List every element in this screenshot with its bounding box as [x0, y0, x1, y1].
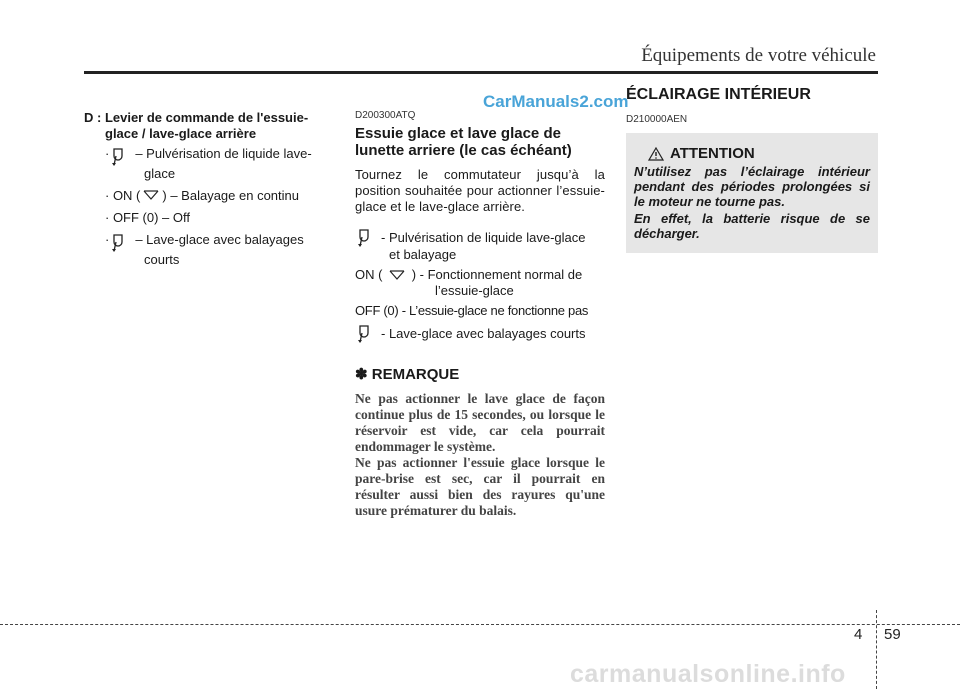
- lever-heading-line2: glace / lave-glace arrière: [105, 126, 257, 141]
- section-title-line1: Essuie glace et lave glace de: [355, 125, 561, 142]
- attention-heading: [634, 145, 870, 162]
- position-on-prefix: ON (: [355, 267, 383, 282]
- position-spray-cont: et balayage: [389, 247, 457, 262]
- list-item-on: [105, 188, 336, 204]
- position-short: [355, 323, 605, 343]
- position-on-cont: l’essuie-glace: [435, 283, 514, 298]
- page-header-title: Équipements de votre véhicule: [641, 45, 876, 66]
- position-spray: [355, 227, 605, 247]
- lever-heading-line1: D : Levier de commande de l'essuie-: [84, 110, 309, 125]
- column-interior-lighting: [626, 86, 878, 253]
- watermark-top: CarManuals2.com: [483, 92, 629, 111]
- intermittent-wipe-icon: [142, 188, 160, 202]
- position-short-label: - Lave-glace avec balayages courts: [381, 326, 586, 341]
- column-rear-wiper: [355, 110, 605, 519]
- bullet: ·: [105, 146, 110, 161]
- footer-vertical-divider: [876, 610, 877, 689]
- position-spray-label: - Pulvérisation de liquide lave-glace: [381, 230, 586, 245]
- bullet: ·: [105, 232, 110, 247]
- header-divider: [84, 71, 878, 74]
- list-item-off: · OFF (0) – Off: [105, 210, 190, 225]
- warning-triangle-icon: [648, 147, 664, 161]
- attention-label: ATTENTION: [670, 145, 755, 162]
- washer-spray-icon: [109, 146, 129, 166]
- list-item-label: – Lave-glace avec balayages: [135, 232, 304, 247]
- footer-divider: [0, 624, 960, 625]
- attention-box: [626, 133, 878, 253]
- section-code: D210000AEN: [626, 114, 688, 125]
- washer-spray-icon: [355, 323, 375, 343]
- position-on: [355, 267, 605, 283]
- position-off: OFF (0) - L’essuie-glace ne fonctionne pas: [355, 303, 589, 318]
- attention-text-1: N’utilisez pas l’éclairage intérieur pendant des périodes prolongées si le moteur ne tourne pas.: [634, 164, 870, 209]
- list-item-spray: [105, 146, 336, 166]
- watermark-bottom: carmanualsonline.info: [570, 660, 846, 688]
- interior-lighting-title: ÉCLAIRAGE INTÉRIEUR: [626, 86, 811, 103]
- column-wiper-lever: [84, 110, 336, 268]
- list-item-cont: glace: [144, 166, 176, 181]
- section-code: D200300ATQ: [355, 110, 416, 121]
- page-number: 59: [884, 626, 901, 643]
- washer-spray-icon: [355, 227, 375, 247]
- list-item-suffix: ) – Balayage en continu: [162, 188, 299, 203]
- intermittent-wipe-icon: [388, 268, 406, 282]
- section-title-line2: lunette arriere (le cas échéant): [355, 142, 572, 159]
- switch-position-list: [355, 227, 605, 343]
- section-body: Tournez le commutateur jusqu’à la position souhaitée pour actionner l’essuie-glace et le lave-glace arrière.: [355, 167, 605, 214]
- list-item-label: – Pulvérisation de liquide lave-: [135, 146, 312, 161]
- list-item-short: [105, 232, 336, 252]
- list-item-prefix: · ON (: [105, 188, 141, 203]
- attention-text-2: En effet, la batterie risque de se décharger.: [634, 211, 870, 241]
- remark-body-1: Ne pas actionner le lave glace de façon continue plus de 15 secondes, ou lorsque le réservoir est vide, car cela pourrait endommager le système.: [355, 391, 605, 454]
- list-item-cont: courts: [144, 252, 180, 267]
- remark-body-2: Ne pas actionner l'essuie glace lorsque le pare-brise est sec, car il pourrait en résulter aussi bien des rayures qu'une usure prématurer du balais.: [355, 455, 605, 518]
- washer-spray-icon: [109, 232, 129, 252]
- position-on-suffix: ) - Fonctionnement normal de: [411, 267, 583, 282]
- chapter-number: 4: [854, 626, 863, 643]
- remark-title: ✽ REMARQUE: [355, 366, 460, 383]
